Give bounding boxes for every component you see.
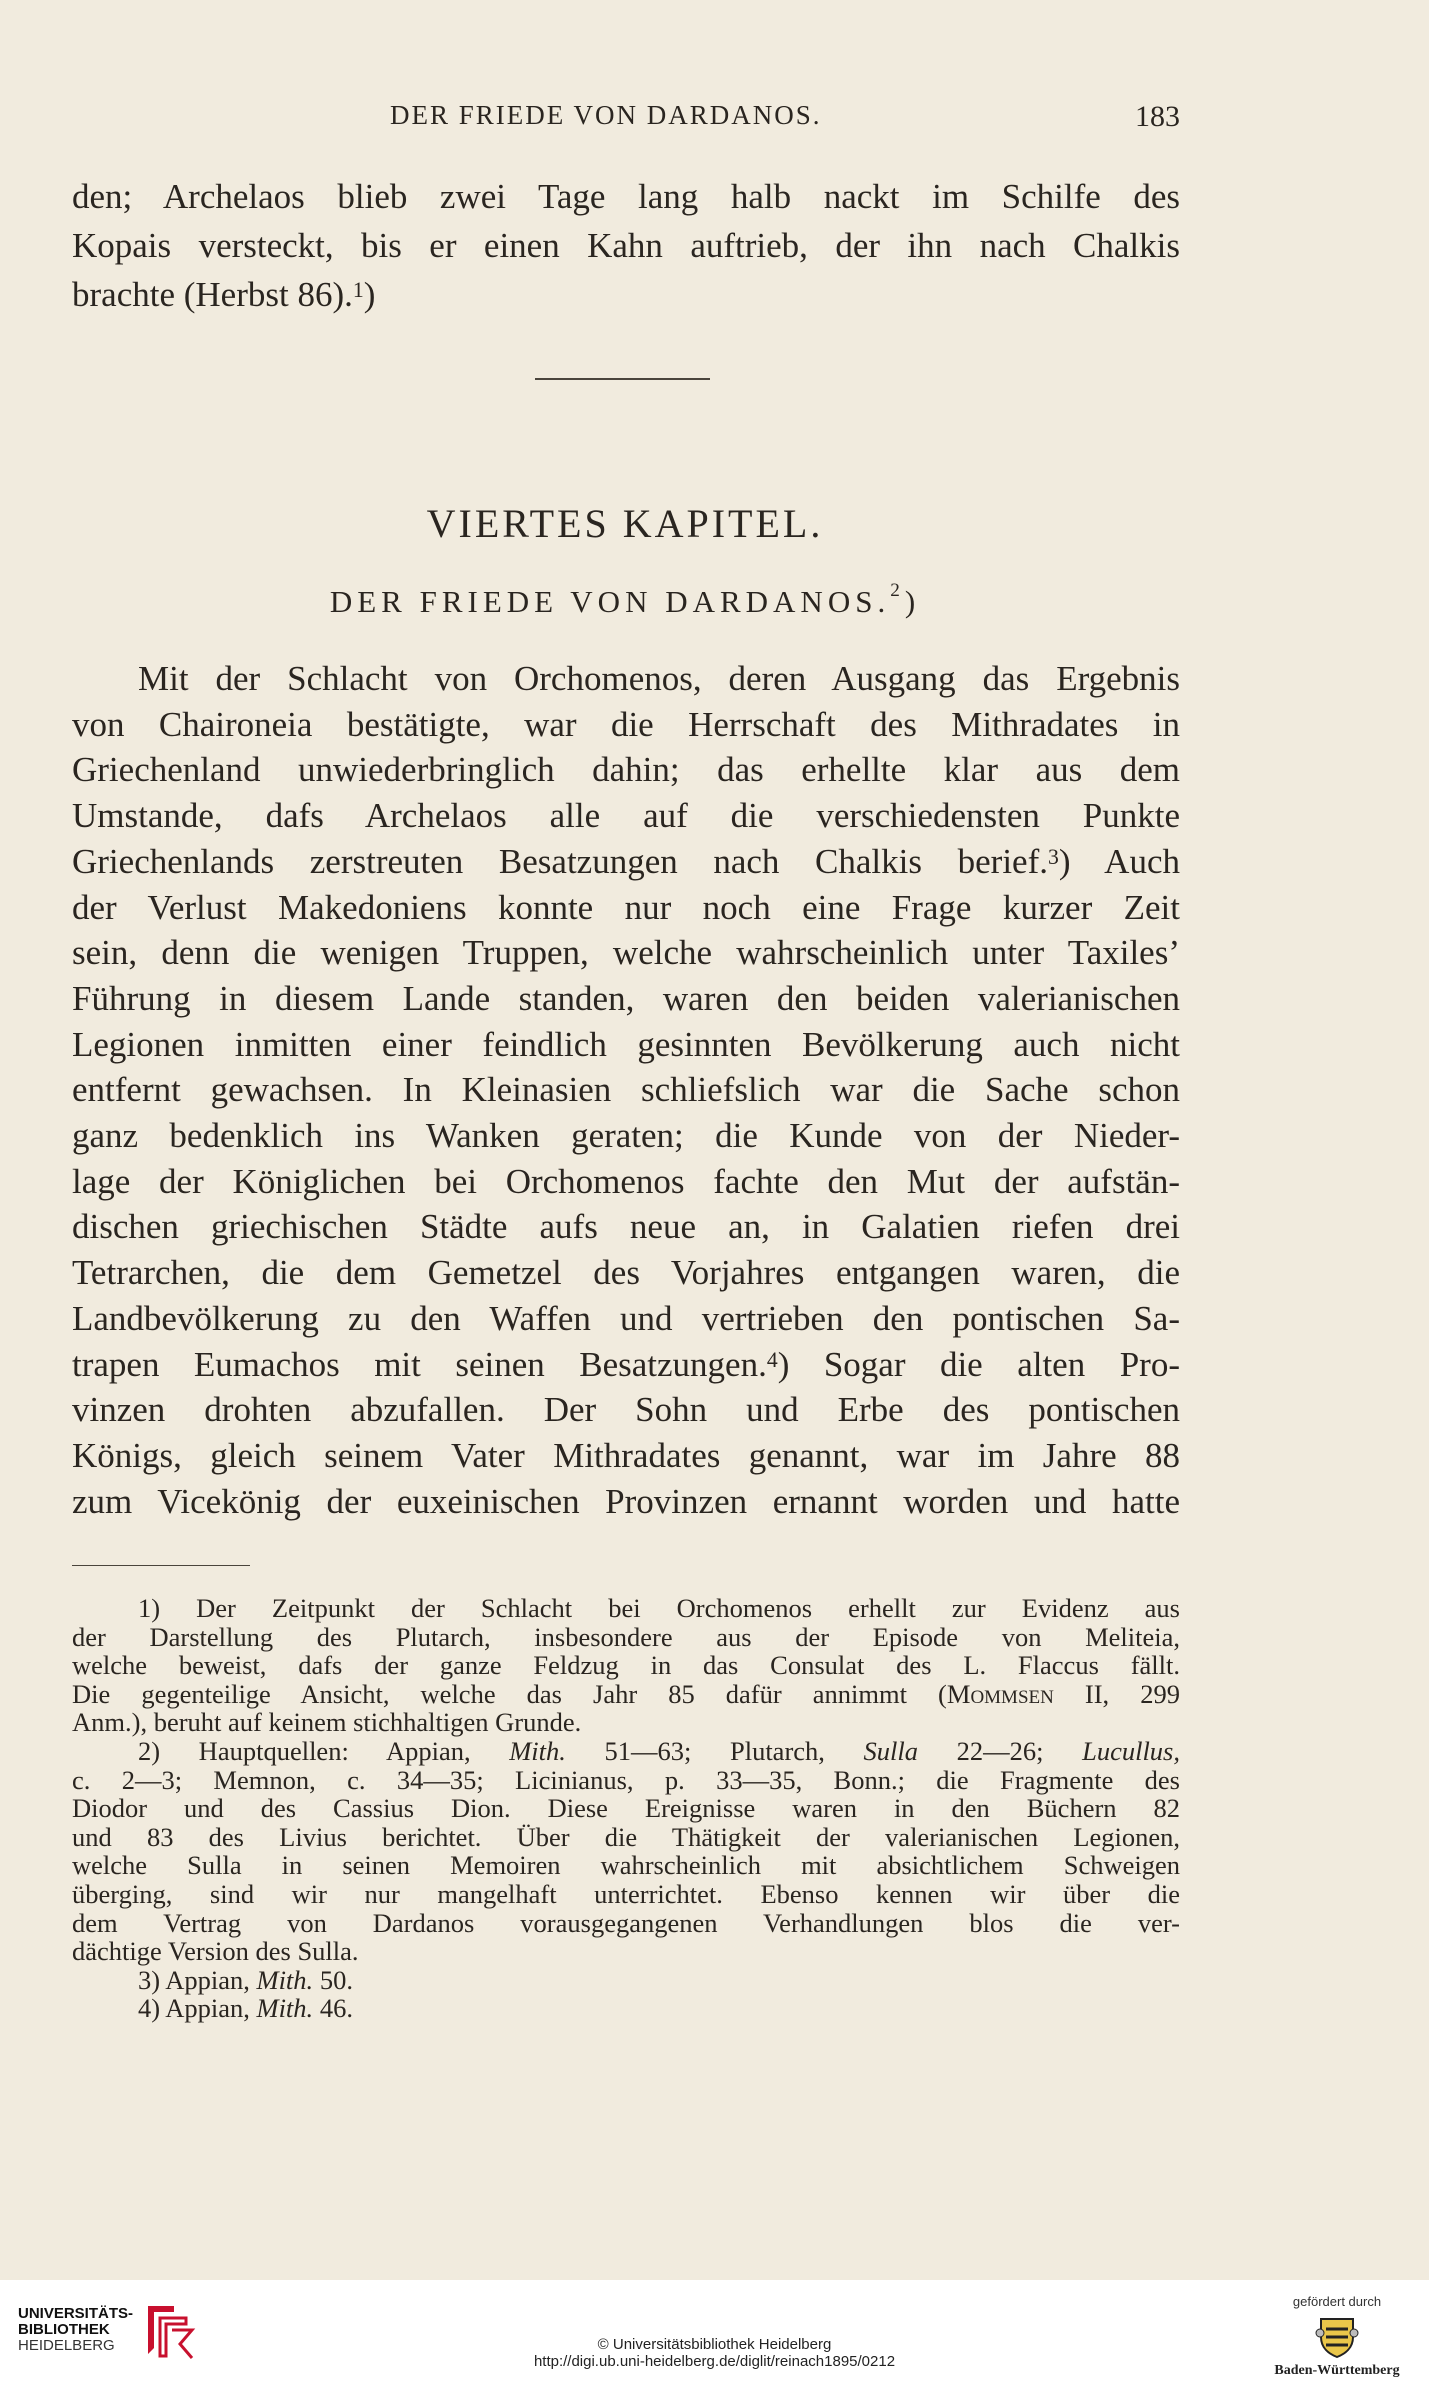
footnote-ref: 4 [766,1347,778,1372]
footnote-3: 3) Appian, Mith. 50. [138,1964,353,1995]
footnote-2-line: 2) Hauptquellen: Appian, Mith. 51—63; Plutarch, Sulla 22—26; Lucullus, [138,1735,1180,1766]
text-line: dischen griechischen Städte aufs neue an, in Galatien riefen drei [72,1207,1180,1247]
library-logo-text[interactable]: UNIVERSITÄTS- BIBLIOTHEK HEIDELBERG [18,2305,134,2354]
footnote-2-line: welche Sulla in seinen Memoiren wahrscheinlich mit absichtlichem Schweigen [72,1850,1180,1881]
footnotes [72,1594,1180,2023]
author-name: Mommsen [946,1678,1054,1709]
section-divider [535,378,710,380]
running-title: DER FRIEDE VON DARDANOS. [390,100,822,130]
footnote-2-line: überging, sind wir nur mangelhaft unterrichtet. Ebenso kennen wir über die [72,1878,1180,1909]
body-paragraph [72,656,1180,1524]
text-line: vinzen drohten abzufallen. Der Sohn und Erbe des pontischen [72,1390,1180,1430]
sponsor-block [1267,2294,1407,2379]
sponsor-label: gefördert durch [1292,2294,1382,2309]
text-line: Griechenland unwiederbringlich dahin; das erhellte klar aus dem [72,750,1180,790]
text-line: Kopais versteckt, bis er einen Kahn auftrieb, der ihn nach Chalkis [72,226,1180,265]
copyright-notice [0,2336,1429,2370]
footnote-rule [72,1565,250,1566]
text-line: von Chaironeia bestätigte, war die Herrschaft des Mithradates in [72,704,1180,744]
text-line: Königs, gleich seinem Vater Mithradates genannt, war im Jahre 88 [72,1435,1180,1475]
text-line: Umstande, dafs Archelaos alle auf die verschiedensten Punkte [72,796,1180,836]
footnote-1-line: Die gegenteilige Ansicht, welche das Jahr 85 dafür annimmt (Mommsen II, 299 [72,1678,1180,1709]
footnote-ref: 2 [890,580,905,601]
text-line: den; Archelaos blieb zwei Tage lang halb nackt im Schilfe des [72,177,1180,216]
permalink[interactable]: http://digi.ub.uni-heidelberg.de/diglit/reinach1895/0212 [533,2353,896,2370]
text-line: zum Vicekönig der euxeinischen Provinzen ernannt worden und hatte [72,1481,1180,1521]
chapter-title: VIERTES KAPITEL. [426,501,824,546]
text-line: brachte (Herbst 86).$^1$) [72,275,376,314]
footnote-2-line: und 83 des Livius berichtet. Über die Thätigkeit der valerianischen Legionen, [72,1821,1180,1852]
text-line: Führung in diesem Lande standen, waren den beiden valerianischen [72,978,1180,1018]
footnote-2-line: c. 2—3; Memnon, c. 34—35; Licinianus, p. 33—35, Bonn.; die Fragmente des [72,1764,1180,1795]
sponsor-name: Baden-Württemberg [1274,2363,1400,2378]
footnote-ref: 3 [1047,844,1059,869]
footnote-ref: 1 [352,278,364,302]
text-line: entfernt gewachsen. In Kleinasien schliefslich war die Sache schon [72,1070,1180,1110]
footnote-1-line: Anm.), beruht auf keinem stichhaltigen Grunde. [72,1707,582,1738]
text-line: Tetrarchen, die dem Gemetzel des Vorjahres entgangen waren, die [72,1253,1180,1293]
page-number: 183 [1135,100,1180,133]
footnote-2-line: dem Vertrag von Dardanos vorausgegangenen Verhandlungen blos die ver- [72,1907,1180,1938]
text-line: trapen Eumachos mit seinen Besatzungen.$^4$) Sogar die alten Pro- [72,1344,1180,1384]
running-head [72,100,1180,140]
text-line: lage der Königlichen bei Orchomenos fachte den Mut der aufstän- [72,1161,1180,1201]
footnote-2-line: dächtige Version des Sulla. [72,1936,359,1967]
state-crest-icon [1315,2315,1359,2359]
text-line: sein, denn die wenigen Truppen, welche wahrscheinlich unter Taxiles’ [72,933,1180,973]
text-line: Griechenlands zerstreuten Besatzungen nach Chalkis berief.$^3$) Auch [72,841,1180,881]
text-line: Legionen inmitten einer feindlich gesinnten Bevölkerung auch nicht [72,1024,1180,1064]
footnote-1-line: 1) Der Zeitpunkt der Schlacht bei Orchomenos erhellt zur Evidenz aus [138,1593,1180,1623]
footnote-2-line: Diodor und des Cassius Dion. Diese Ereignisse waren in den Büchern 82 [72,1793,1180,1824]
section-title: DER FRIEDE VON DARDANOS.$^2$) [329,580,921,619]
viewer-footer [0,2280,1429,2388]
opening-paragraph [72,172,1180,319]
text-line: Mit der Schlacht von Orchomenos, deren Ausgang das Ergebnis [138,659,1180,698]
copyright-text: © Universitätsbibliothek Heidelberg [597,2336,832,2353]
footnote-1-line: welche beweist, dafs der ganze Feldzug in das Consulat des L. Flaccus fällt. [72,1650,1180,1681]
text-line: der Verlust Makedoniens konnte nur noch eine Frage kurzer Zeit [72,887,1180,927]
text-line: ganz bedenklich ins Wanken geraten; die Kunde von der Nieder- [72,1116,1180,1156]
footnote-4: 4) Appian, Mith. 46. [138,1993,353,2024]
footnote-1-line: der Darstellung des Plutarch, insbesondere aus der Episode von Meliteia, [72,1621,1180,1652]
text-line: Landbevölkerung zu den Waffen und vertrieben den pontischen Sa- [72,1298,1180,1338]
